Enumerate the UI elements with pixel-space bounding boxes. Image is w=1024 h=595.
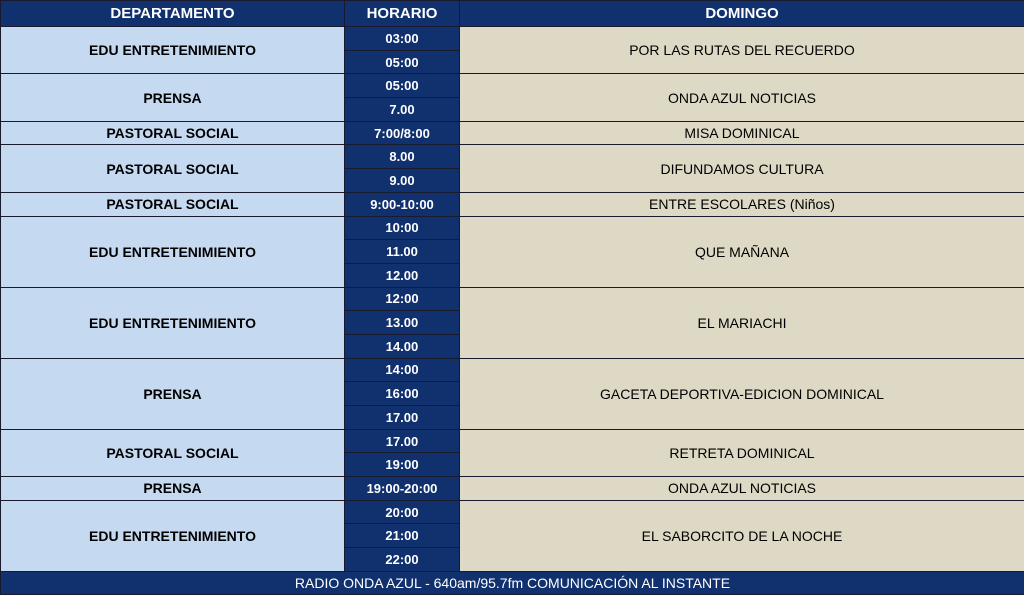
department-cell: EDU ENTRETENIMIENTO: [1, 287, 345, 358]
program-cell: RETRETA DOMINICAL: [460, 429, 1024, 476]
footer-text: RADIO ONDA AZUL - 640am/95.7fm COMUNICACIÓN AL INSTANTE: [1, 572, 1024, 595]
header-horario: HORARIO: [345, 1, 460, 27]
department-cell: EDU ENTRETENIMIENTO: [1, 216, 345, 287]
time-cell: 11.00: [345, 240, 460, 264]
schedule-row: [1, 358, 1024, 382]
program-cell: DIFUNDAMOS CULTURA: [460, 145, 1024, 192]
program-cell: GACETA DEPORTIVA-EDICION DOMINICAL: [460, 358, 1024, 429]
schedule-row: [1, 477, 1024, 501]
schedule-row: [1, 74, 1024, 98]
program-cell: ENTRE ESCOLARES (Niños): [460, 192, 1024, 216]
footer-row: [1, 572, 1024, 595]
time-cell: 12:00: [345, 287, 460, 311]
time-cell: 7:00/8:00: [345, 121, 460, 145]
time-cell: 14:00: [345, 358, 460, 382]
time-cell: 03:00: [345, 27, 460, 51]
department-cell: EDU ENTRETENIMIENTO: [1, 500, 345, 571]
schedule-row: [1, 27, 1024, 51]
time-cell: 16:00: [345, 382, 460, 406]
header-domingo: DOMINGO: [460, 1, 1024, 27]
department-cell: PASTORAL SOCIAL: [1, 429, 345, 476]
time-cell: 9.00: [345, 169, 460, 193]
time-cell: 17.00: [345, 429, 460, 453]
time-cell: 20:00: [345, 500, 460, 524]
time-cell: 8.00: [345, 145, 460, 169]
schedule-row: [1, 500, 1024, 524]
department-cell: PASTORAL SOCIAL: [1, 145, 345, 192]
time-cell: 21:00: [345, 524, 460, 548]
time-cell: 19:00: [345, 453, 460, 477]
time-cell: 22:00: [345, 548, 460, 572]
header-row: [1, 1, 1024, 27]
program-cell: EL MARIACHI: [460, 287, 1024, 358]
department-cell: EDU ENTRETENIMIENTO: [1, 27, 345, 74]
department-cell: PRENSA: [1, 358, 345, 429]
schedule-row: [1, 145, 1024, 169]
time-cell: 17.00: [345, 406, 460, 430]
schedule-body: [1, 27, 1024, 572]
header-departamento: DEPARTAMENTO: [1, 1, 345, 27]
time-cell: 12.00: [345, 263, 460, 287]
schedule-row: [1, 216, 1024, 240]
time-cell: 9:00-10:00: [345, 192, 460, 216]
time-cell: 05:00: [345, 50, 460, 74]
schedule-row: [1, 121, 1024, 145]
program-cell: QUE MAÑANA: [460, 216, 1024, 287]
department-cell: PASTORAL SOCIAL: [1, 121, 345, 145]
time-cell: 14.00: [345, 334, 460, 358]
schedule-row: [1, 192, 1024, 216]
program-cell: MISA DOMINICAL: [460, 121, 1024, 145]
program-cell: ONDA AZUL NOTICIAS: [460, 477, 1024, 501]
time-cell: 19:00-20:00: [345, 477, 460, 501]
department-cell: PRENSA: [1, 477, 345, 501]
schedule-row: [1, 287, 1024, 311]
program-cell: POR LAS RUTAS DEL RECUERDO: [460, 27, 1024, 74]
time-cell: 7.00: [345, 98, 460, 122]
program-cell: EL SABORCITO DE LA NOCHE: [460, 500, 1024, 571]
schedule-row: [1, 429, 1024, 453]
time-cell: 13.00: [345, 311, 460, 335]
time-cell: 10:00: [345, 216, 460, 240]
time-cell: 05:00: [345, 74, 460, 98]
department-cell: PASTORAL SOCIAL: [1, 192, 345, 216]
department-cell: PRENSA: [1, 74, 345, 121]
program-cell: ONDA AZUL NOTICIAS: [460, 74, 1024, 121]
